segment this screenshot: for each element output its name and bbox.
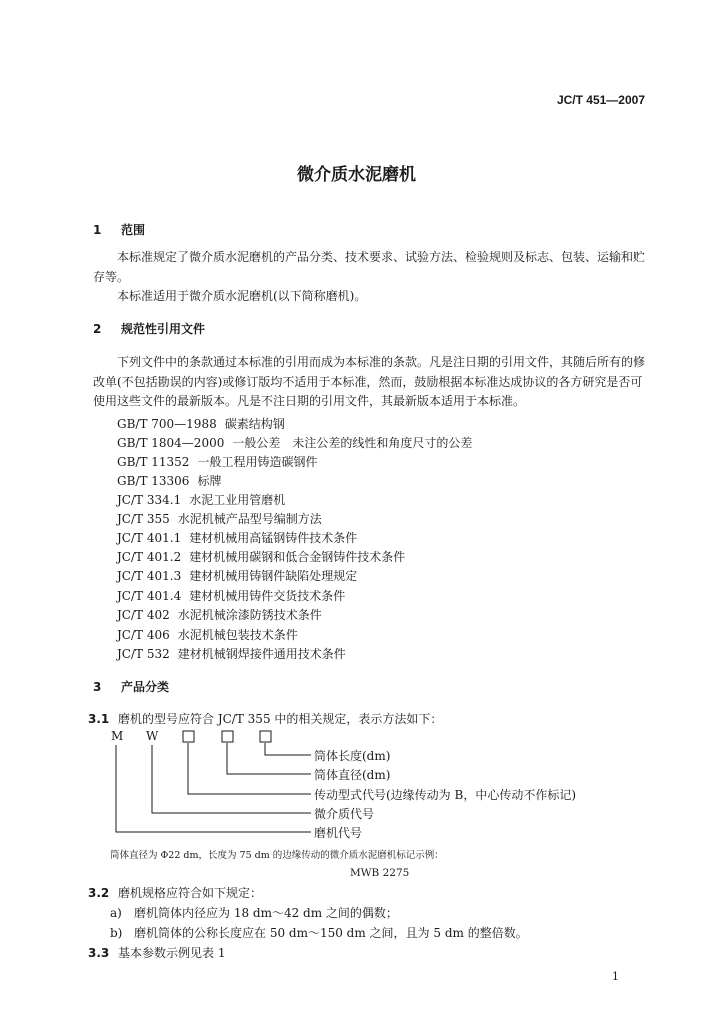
subsection-number: 3.3 [88,946,110,960]
diagram-label-drive-type: 传动型式代号(边缘传动为 B，中心传动不作标记) [314,788,576,802]
leader-line-diameter [227,743,311,774]
leader-line-length [265,743,311,755]
placeholder-box-drive [183,731,194,742]
reference-code: JC/T 401.2 [117,550,182,564]
diagram-label-mill: 磨机代号 [314,826,363,840]
reference-code: GB/T 1804—2000 [117,436,225,450]
subsection-3-2 [88,884,262,901]
section-number: 3 [93,680,102,694]
reference-code: JC/T 355 [117,512,170,526]
list-item-b [110,924,528,941]
reference-name: 水泥机械涂漆防锈技术条件 [177,608,322,622]
diagram-label-medium: 微介质代号 [314,807,375,821]
placeholder-box-length [260,731,271,742]
subsection-number: 3.2 [88,886,110,900]
list-item-label: a) [110,906,122,920]
reference-code: JC/T 401.4 [117,589,182,603]
standard-code: JC/T 451—2007 [556,93,645,107]
section-number: 1 [93,223,102,237]
reference-name: 建材机械钢焊接件通用技术条件 [177,647,346,661]
section-2-intro: 下列文件中的条款通过本标准的引用而成为本标准的条款。凡是注日期的引用文件，其随后所有的修改单(不包括勘误的内容)或修订版均不适用于本标准，然而，鼓励根据本标准达成协议的各方研究是否可使用这些文件的最新版本。凡是不注日期的引用文件，其最新版本适用于本标准。 [93,355,646,408]
reference-name: 一般公差 未注公差的线性和角度尺寸的公差 [232,436,473,450]
subsection-text: 磨机规格应符合如下规定： [118,886,263,900]
leader-line-drive [188,743,311,794]
page-number: 1 [612,970,619,983]
example-note: 筒体直径为 Φ22 dm，长度为 75 dm 的边缘传动的微介质水泥磨机标记示例： [110,850,444,861]
section-number: 2 [93,322,102,336]
section-title: 规范性引用文件 [121,322,206,336]
reference-name: 建材机械用高锰钢铸件技术条件 [189,531,358,545]
reference-name: 标牌 [197,474,222,488]
reference-name: 水泥工业用管磨机 [189,493,286,507]
section-1-paragraph-1: 本标准规定了微介质水泥磨机的产品分类、技术要求、试验方法、检验规则及标志、包装、运输和贮存等。 [93,250,646,284]
reference-code: GB/T 700—1988 [117,417,217,431]
reference-code: JC/T 401.1 [117,531,182,545]
diagram-label-length: 筒体长度(dm) [314,749,391,763]
reference-name: 碳素结构钢 [224,417,285,431]
reference-code: JC/T 334.1 [117,493,182,507]
list-item-a [110,904,398,921]
reference-name: 一般工程用铸造碳钢件 [197,455,318,469]
section-1-paragraph-2: 本标准适用于微介质水泥磨机(以下简称磨机)。 [117,289,367,303]
diagram-letter-w: W [146,729,159,743]
reference-code: GB/T 11352 [117,455,190,469]
subsection-text: 磨机的型号应符合 JC/T 355 中的相关规定，表示方法如下： [118,712,443,726]
example-mark: MWB 2275 [350,867,410,879]
section-title: 范围 [121,223,146,237]
subsection-number: 3.1 [88,712,110,726]
diagram-label-diameter: 筒体直径(dm) [314,768,391,782]
reference-name: 建材机械用铸件交货技术条件 [189,589,346,603]
reference-code: JC/T 532 [117,647,170,661]
reference-code: JC/T 401.3 [117,569,182,583]
reference-code: JC/T 402 [117,608,170,622]
list-item-text: 磨机筒体的公称长度应在 50 dm～150 dm 之间，且为 5 dm 的整倍数。 [134,926,528,940]
diagram-letter-m: M [111,729,124,743]
reference-name: 水泥机械产品型号编制方法 [177,512,322,526]
list-item-text: 磨机筒体内径应为 18 dm～42 dm 之间的偶数； [134,906,398,920]
reference-code: JC/T 406 [117,628,170,642]
reference-code: GB/T 13306 [117,474,190,488]
placeholder-box-diameter [222,731,233,742]
subsection-3-3 [88,944,225,961]
leader-line-mill [116,745,311,832]
document-title: 微介质水泥磨机 [297,165,416,185]
section-title: 产品分类 [121,680,170,694]
list-item-label: b) [110,926,123,940]
reference-name: 水泥机械包装技术条件 [177,628,298,642]
reference-name: 建材机械用碳钢和低合金钢铸件技术条件 [189,550,406,564]
reference-name: 建材机械用铸钢件缺陷处理规定 [189,569,358,583]
subsection-text: 基本参数示例见表 1 [118,946,226,960]
